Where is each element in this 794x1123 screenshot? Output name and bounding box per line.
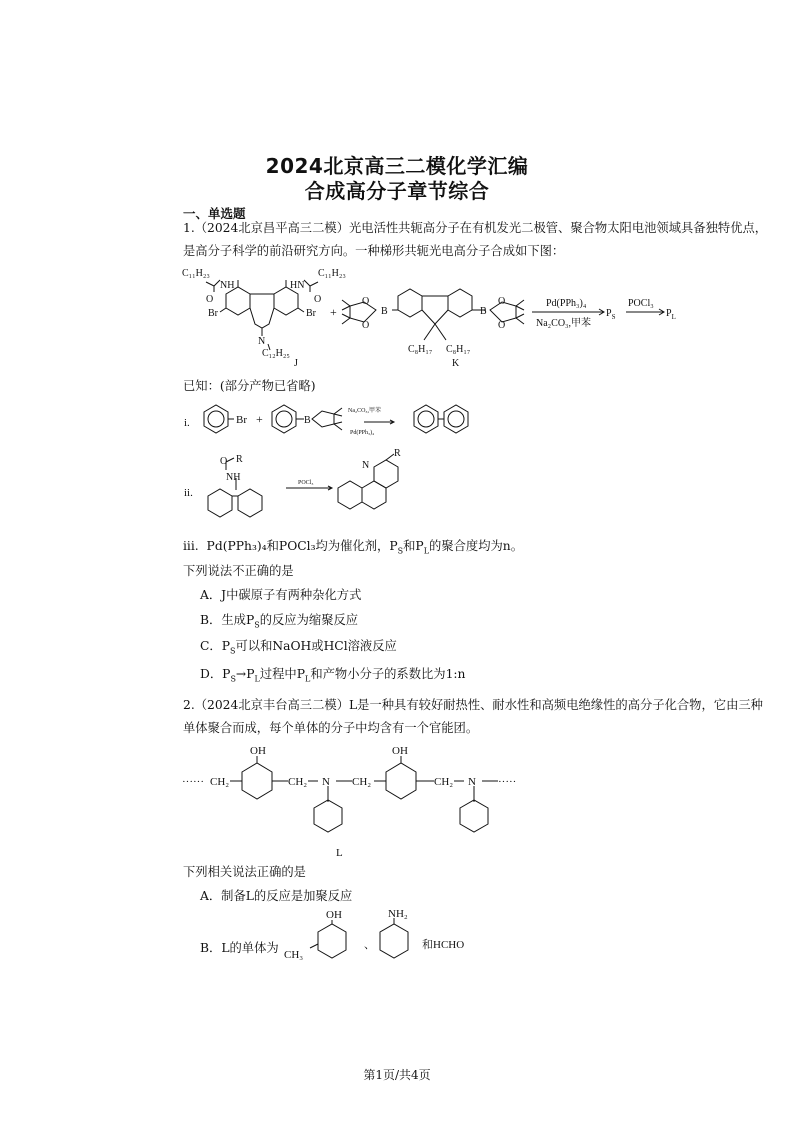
q2-question: 下列相关说法正确的是: [183, 865, 306, 879]
poly-dots-left: ······: [182, 776, 204, 788]
known-i-cond-bottom: Pd(PPh₃)₄: [350, 430, 375, 436]
q2-stem: 2.（2024北京丰台高三二模）L是一种具有较好耐热性、耐水性和高频电绝缘性的高分子化合物，它由三种单体聚合而成，每个单体的分子中均含有一个官能团。: [183, 698, 763, 735]
j-br-right: Br: [306, 308, 316, 319]
monomer-ch3: CH₃: [284, 949, 304, 961]
arrow2-reagent: POCl₃: [628, 298, 654, 309]
plus-sign: +: [330, 305, 337, 319]
q1-option-a: A．J中碳原子有两种杂化方式: [200, 588, 362, 602]
q2-polymer-structure: [180, 742, 540, 860]
known-ii-n: N: [362, 460, 370, 471]
poly-oh-b: OH: [392, 745, 408, 757]
q1-stem: 1.（2024北京昌平高三二模）光电活性共轭高分子在有机发光二极管、聚合物太阳电池领域具备独特优点，是高分子科学的前沿研究方向。一种梯形共轭光电高分子合成如下图：: [183, 221, 768, 258]
j-c11h23-left: C₁₁H₂₃: [182, 268, 210, 279]
poly-ch2-a: CH₂: [210, 776, 230, 788]
q1-question: 下列说法不正确的是: [183, 564, 294, 578]
q2-option-b-prefix: B．L的单体为: [200, 941, 279, 955]
poly-n-a: N: [322, 776, 330, 788]
known-i-cond-top: Na₂CO₃,甲苯: [348, 408, 382, 414]
j-br-left: Br: [208, 308, 218, 319]
q1-reaction-scheme: [180, 262, 700, 372]
doc-subtitle: 合成高分子章节综合: [304, 179, 490, 203]
monomer-nh2: NH₂: [388, 910, 408, 920]
j-label: J: [294, 358, 298, 369]
known-reaction-i: [180, 398, 500, 448]
k-b-left: B: [381, 306, 388, 317]
pl-label: $P_L$: [666, 308, 676, 321]
section-heading: 一、单选题: [183, 206, 246, 221]
j-c11h23-right: C₁₁H₂₃: [318, 268, 346, 279]
known-ii-o: O: [220, 456, 228, 467]
monomer-hcho: 和HCHO: [422, 939, 465, 951]
k-o2: O: [362, 320, 370, 331]
known-i-plus: +: [256, 412, 263, 426]
j-o-left: O: [206, 294, 214, 305]
known-i-br: Br: [236, 414, 247, 426]
j-nh-left: NH: [220, 280, 235, 291]
known-ii-cond: POCl₃: [298, 480, 314, 486]
arrow1-catalyst: Pd(PPh₃)₄: [546, 298, 587, 309]
poly-ch2-b: CH₂: [288, 776, 308, 788]
arrow1-conditions: Na₂CO₃,甲苯: [536, 318, 592, 329]
ps-label: $P_S$: [606, 308, 616, 321]
k-c8h17-right: C₈H₁₇: [446, 344, 471, 355]
j-o-right: O: [314, 294, 322, 305]
poly-ch2-d: CH₂: [434, 776, 454, 788]
known-ii-label: ii.: [184, 487, 193, 499]
known-ii-nh: NH: [226, 472, 241, 483]
k-o4: O: [498, 320, 506, 331]
k-label: K: [452, 358, 460, 369]
q1-option-c: C．$P_S$可以和NaOH或HCl溶液反应: [200, 639, 397, 656]
monomer-oh: OH: [326, 910, 342, 921]
known-i-b: B: [304, 415, 311, 426]
poly-n-b: N: [468, 776, 476, 788]
q1-known-intro: 已知：(部分产物已省略): [183, 379, 316, 393]
known-ii-r2: R: [394, 448, 401, 459]
q1-known-iii: iii. Pd(PPh₃)₄和POCl₃均为催化剂，$P_S$和$P_L$的聚合度均为n。: [183, 539, 524, 556]
known-reaction-ii: [180, 448, 480, 528]
j-n: N: [258, 336, 266, 347]
poly-label: L: [336, 847, 343, 859]
q2-option-a: A．制备L的反应是加聚反应: [200, 889, 353, 903]
j-c12h25: C₁₂H₂₅: [262, 348, 290, 359]
q1-option-b: B．生成$P_S$的反应为缩聚反应: [200, 613, 359, 630]
k-b-right: B: [480, 306, 487, 317]
poly-dots-right: ·····: [498, 776, 517, 788]
known-i-label: i.: [184, 417, 190, 429]
monomer-separator: 、: [364, 939, 375, 951]
poly-ch2-c: CH₂: [352, 776, 372, 788]
poly-oh-a: OH: [250, 745, 266, 757]
j-hn-right: HN: [290, 280, 305, 291]
k-o3: O: [498, 296, 506, 307]
k-c8h17-left: C₈H₁₇: [408, 344, 433, 355]
doc-title: 2024北京高三二模化学汇编: [265, 154, 529, 178]
known-ii-r: R: [236, 454, 243, 465]
q1-option-d: D．$P_S\to P_L$过程中$P_L$和产物小分子的系数比为1:n: [200, 667, 466, 684]
q2-option-b-monomers: [284, 910, 504, 976]
page-footer: 第1页/共4页: [363, 1068, 431, 1082]
k-o1: O: [362, 296, 370, 307]
